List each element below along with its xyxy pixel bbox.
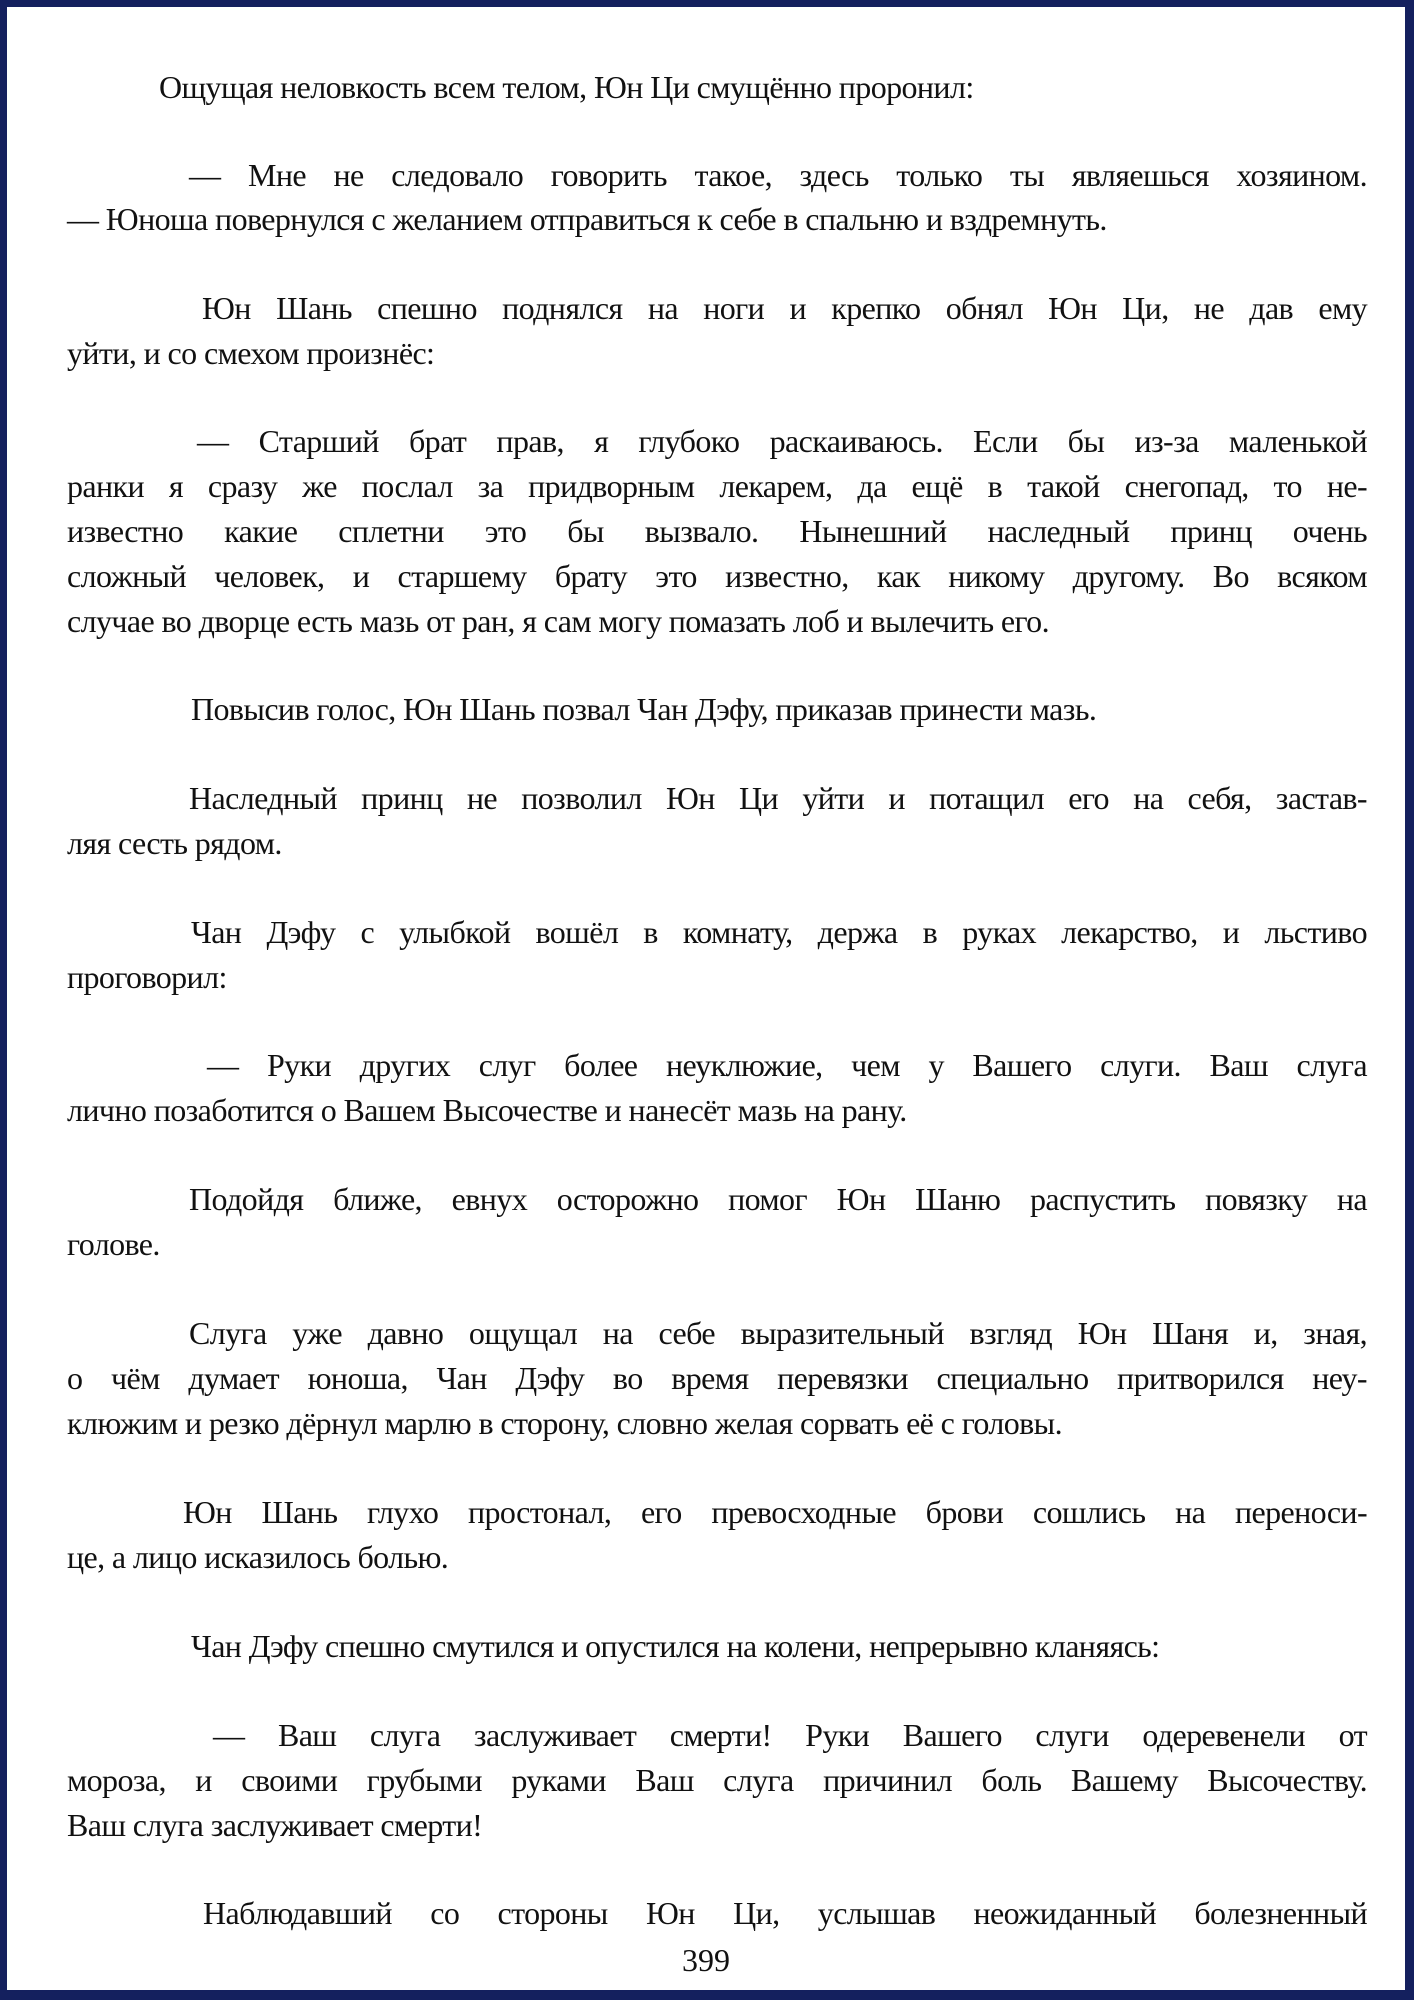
paragraph-3-line-1: ранки я сразу же послал за придворным лекарем, да ещё в такой снегопад, то не- (67, 468, 1367, 504)
paragraph-5-line-1: ляя сесть рядом. (67, 825, 282, 861)
paragraph-10-line-0: Юн Шань глухо простонал, его превосходные брови сошлись на переноси- (183, 1494, 1367, 1530)
paragraph-12-line-2: Ваш слуга заслуживает смерти! (67, 1807, 483, 1843)
paragraph-2-line-0: Юн Шань спешно поднялся на ноги и крепко обнял Юн Ци, не дав ему (202, 290, 1367, 326)
paragraph-13-line-0: Наблюдавший со стороны Юн Ци, услышав неожиданный болезненный (203, 1895, 1367, 1931)
paragraph-7-line-0: — Руки других слуг более неуклюжие, чем у Вашего слуги. Ваш слуга (207, 1047, 1367, 1083)
paragraph-2-line-1: уйти, и со смехом произнёс: (67, 335, 435, 371)
paragraph-6-line-1: проговорил: (67, 959, 227, 995)
paragraph-11-line-0: Чан Дэфу спешно смутился и опустился на колени, непрерывно кланяясь: (191, 1628, 1160, 1664)
paragraph-12-line-0: — Ваш слуга заслуживает смерти! Руки Вашего слуги одеревенели от (213, 1717, 1367, 1753)
paragraph-0-line-0: Ощущая неловкость всем телом, Юн Ци смущённо проронил: (159, 69, 974, 105)
paragraph-3-line-0: — Старший брат прав, я глубоко раскаиваюсь. Если бы из-за маленькой (197, 423, 1367, 459)
paragraph-3-line-4: случае во дворце есть мазь от ран, я сам могу помазать лоб и вылечить его. (67, 603, 1049, 639)
paragraph-9-line-1: о чём думает юноша, Чан Дэфу во время перевязки специально притворился неу- (67, 1360, 1367, 1396)
paragraph-10-line-1: це, а лицо исказилось болью. (67, 1539, 449, 1575)
paragraph-3-line-3: сложный человек, и старшему брату это известно, как никому другому. Во всяком (67, 558, 1367, 594)
paragraph-7-line-1: лично позаботится о Вашем Высочестве и нанесёт мазь на рану. (67, 1092, 907, 1128)
document-page (7, 7, 1405, 1990)
paragraph-6-line-0: Чан Дэфу с улыбкой вошёл в комнату, держа в руках лекарство, и льстиво (191, 914, 1367, 950)
paragraph-5-line-0: Наследный принц не позволил Юн Ци уйти и потащил его на себя, застав- (189, 780, 1367, 816)
page-number: 399 (682, 1942, 730, 1978)
paragraph-1-line-1: — Юноша повернулся с желанием отправиться к себе в спальню и вздремнуть. (67, 201, 1107, 237)
paragraph-4-line-0: Повысив голос, Юн Шань позвал Чан Дэфу, приказав принести мазь. (191, 691, 1097, 727)
paragraph-12-line-1: мороза, и своими грубыми руками Ваш слуга причинил боль Вашему Высочеству. (67, 1762, 1367, 1798)
paragraph-8-line-1: голове. (67, 1226, 160, 1262)
paragraph-9-line-0: Слуга уже давно ощущал на себе выразительный взгляд Юн Шаня и, зная, (189, 1315, 1367, 1351)
paragraph-3-line-2: известно какие сплетни это бы вызвало. Нынешний наследный принц очень (67, 513, 1367, 549)
paragraph-1-line-0: — Мне не следовало говорить такое, здесь только ты являешься хозяином. (189, 157, 1367, 193)
paragraph-9-line-2: клюжим и резко дёрнул марлю в сторону, словно желая сорвать её с головы. (67, 1405, 1062, 1441)
paragraph-8-line-0: Подойдя ближе, евнух осторожно помог Юн Шаню распустить повязку на (189, 1181, 1367, 1217)
